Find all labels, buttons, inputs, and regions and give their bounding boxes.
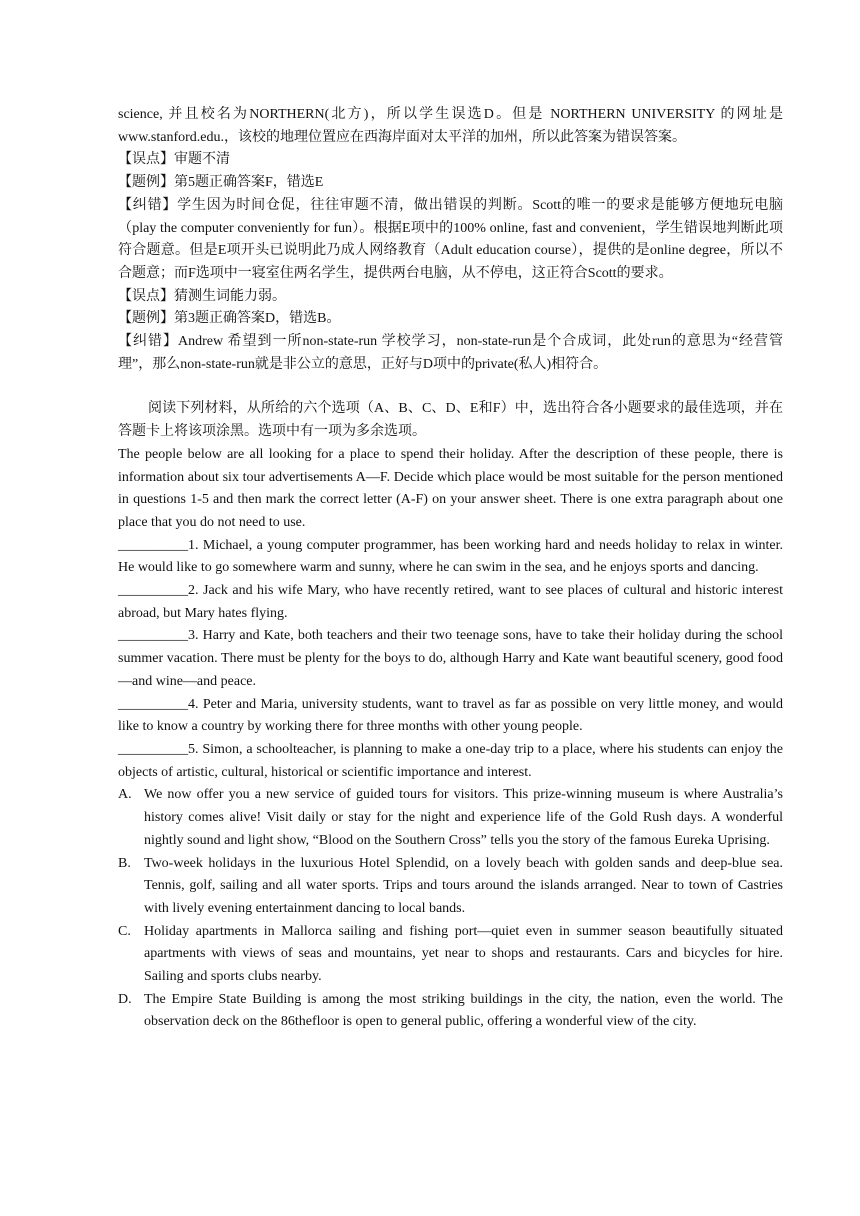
instructions-chinese: 阅读下列材料，从所给的六个选项（A、B、C、D、E和F）中，选出符合各小题要求的最佳选项，并在答题卡上将该项涂黑。选项中有一项为多余选项。 (118, 401, 783, 440)
option-letter: B. (118, 855, 131, 871)
example-label: 【题例】第5题正确答案F，错选E (118, 175, 324, 191)
question-text: 4. Peter and Maria, university students, want to travel as far as possible on very little money, and would like to know a country by working there for three months with other young people. (118, 696, 783, 735)
question-text: 5. Simon, a schoolteacher, is planning to make a one-day trip to a place, where his students can enjoy the objects of artistic, cultural, historical or scientific importance and interest. (118, 741, 783, 780)
analysis-section (118, 104, 783, 376)
option-text: Holiday apartments in Mallorca sailing and fishing port—quiet even in summer season beautifully situated apartments with views of seas and mountains, yet near to shops and restaurants. Cars and bicycles for hire. Sailing and sports clubs nearby. (144, 923, 783, 985)
option-item-d (118, 989, 783, 1034)
question-text: 3. Harry and Kate, both teachers and their two teenage sons, have to take their holiday during the school summer vacation. There must be plenty for the boys to do, although Harry and Kate want beautiful scenery, good food—and wine—and peace. (118, 628, 783, 689)
analysis-paragraph: science, 并且校名为NORTHERN(北方)，所以学生误选D。但是 NORTHERN UNIVERSITY 的网址是www.stanford.edu.，该校的地理位置应在西海岸面对太平洋的加州，所以此答案为错误答案。 (118, 107, 783, 145)
correction-paragraph: 【纠错】学生因为时间仓促，往往审题不清，做出错误的判断。Scott的唯一的要求是能够方便地玩电脑（play the computer conveniently for fun）。根据E项中的100% online, fast and convenient，学生错误地判断此项符合题意。但是E项开头已说明此乃成人网络教育（Adult education course），提供的是online degree，所以不合题意；而F选项中一寝室住两名学生，提供两台电脑，从不停电，这正符合Scott的要求。 (118, 197, 783, 281)
instructions-english: The people below are all looking for a place to spend their holiday. After the description of these people, there is information about six tour advertisements A—F. Decide which place would be most suitable for the person mentioned in questions 1-5 and then mark the correct letter (A-F) on your answer sheet. There is one extra paragraph about one place that you do not need to use. (118, 446, 783, 530)
document-page (118, 104, 783, 1034)
options-list (118, 784, 783, 1034)
option-item-a (118, 784, 783, 852)
example-label: 【题例】第3题正确答案D，错选B。 (118, 311, 341, 327)
option-item-c (118, 921, 783, 989)
option-letter: D. (118, 991, 132, 1007)
answer-blank: __________ (118, 696, 188, 712)
answer-blank: __________ (118, 537, 188, 553)
error-point-label: 【误点】审题不清 (118, 152, 230, 168)
error-point-label: 【误点】猜测生词能力弱。 (118, 288, 286, 304)
question-item (118, 625, 783, 693)
question-text: 1. Michael, a young computer programmer, has been working hard and needs holiday to relax in winter. He would like to go somewhere warm and sunny, where he can swim in the sea, and he enjoys sports and dancing. (118, 537, 783, 576)
answer-blank: __________ (118, 583, 188, 599)
question-item (118, 580, 783, 625)
option-letter: A. (118, 787, 132, 803)
question-item (118, 535, 783, 580)
answer-blank: __________ (118, 628, 188, 644)
option-text: The Empire State Building is among the most striking buildings in the city, the nation, even the world. The observation deck on the 86thefloor is open to general public, offering a wonderful view of the city. (144, 991, 783, 1030)
option-text: We now offer you a new service of guided tours for visitors. This prize-winning museum is where Australia’s history comes alive! Visit daily or stay for the night and experience life of the Gold Rush days. A wonderful nightly sound and light show, “Blood on the Southern Cross” tells you the story of the famous Eureka Uprising. (144, 787, 783, 848)
option-item-b (118, 853, 783, 921)
answer-blank: __________ (118, 741, 188, 757)
question-text: 2. Jack and his wife Mary, who have recently retired, want to see places of cultural and historic interest abroad, but Mary hates flying. (118, 583, 783, 621)
question-item (118, 739, 783, 784)
section-gap (118, 376, 783, 398)
question-item (118, 694, 783, 739)
option-text: Two-week holidays in the luxurious Hotel Splendid, on a lovely beach with golden sands and deep-blue sea. Tennis, golf, sailing and all water sports. Trips and tours around the islands arranged. Near to town of Castries with lively evening entertainment dancing to local bands. (144, 855, 783, 916)
questions-list (118, 535, 783, 785)
option-letter: C. (118, 923, 131, 939)
correction-paragraph: 【纠错】Andrew 希望到一所non-state-run 学校学习，non-state-run是个合成词，此处run的意思为“经营管理”，那么non-state-run就是非公立的意思，正好与D项中的private(私人)相符合。 (118, 334, 783, 372)
